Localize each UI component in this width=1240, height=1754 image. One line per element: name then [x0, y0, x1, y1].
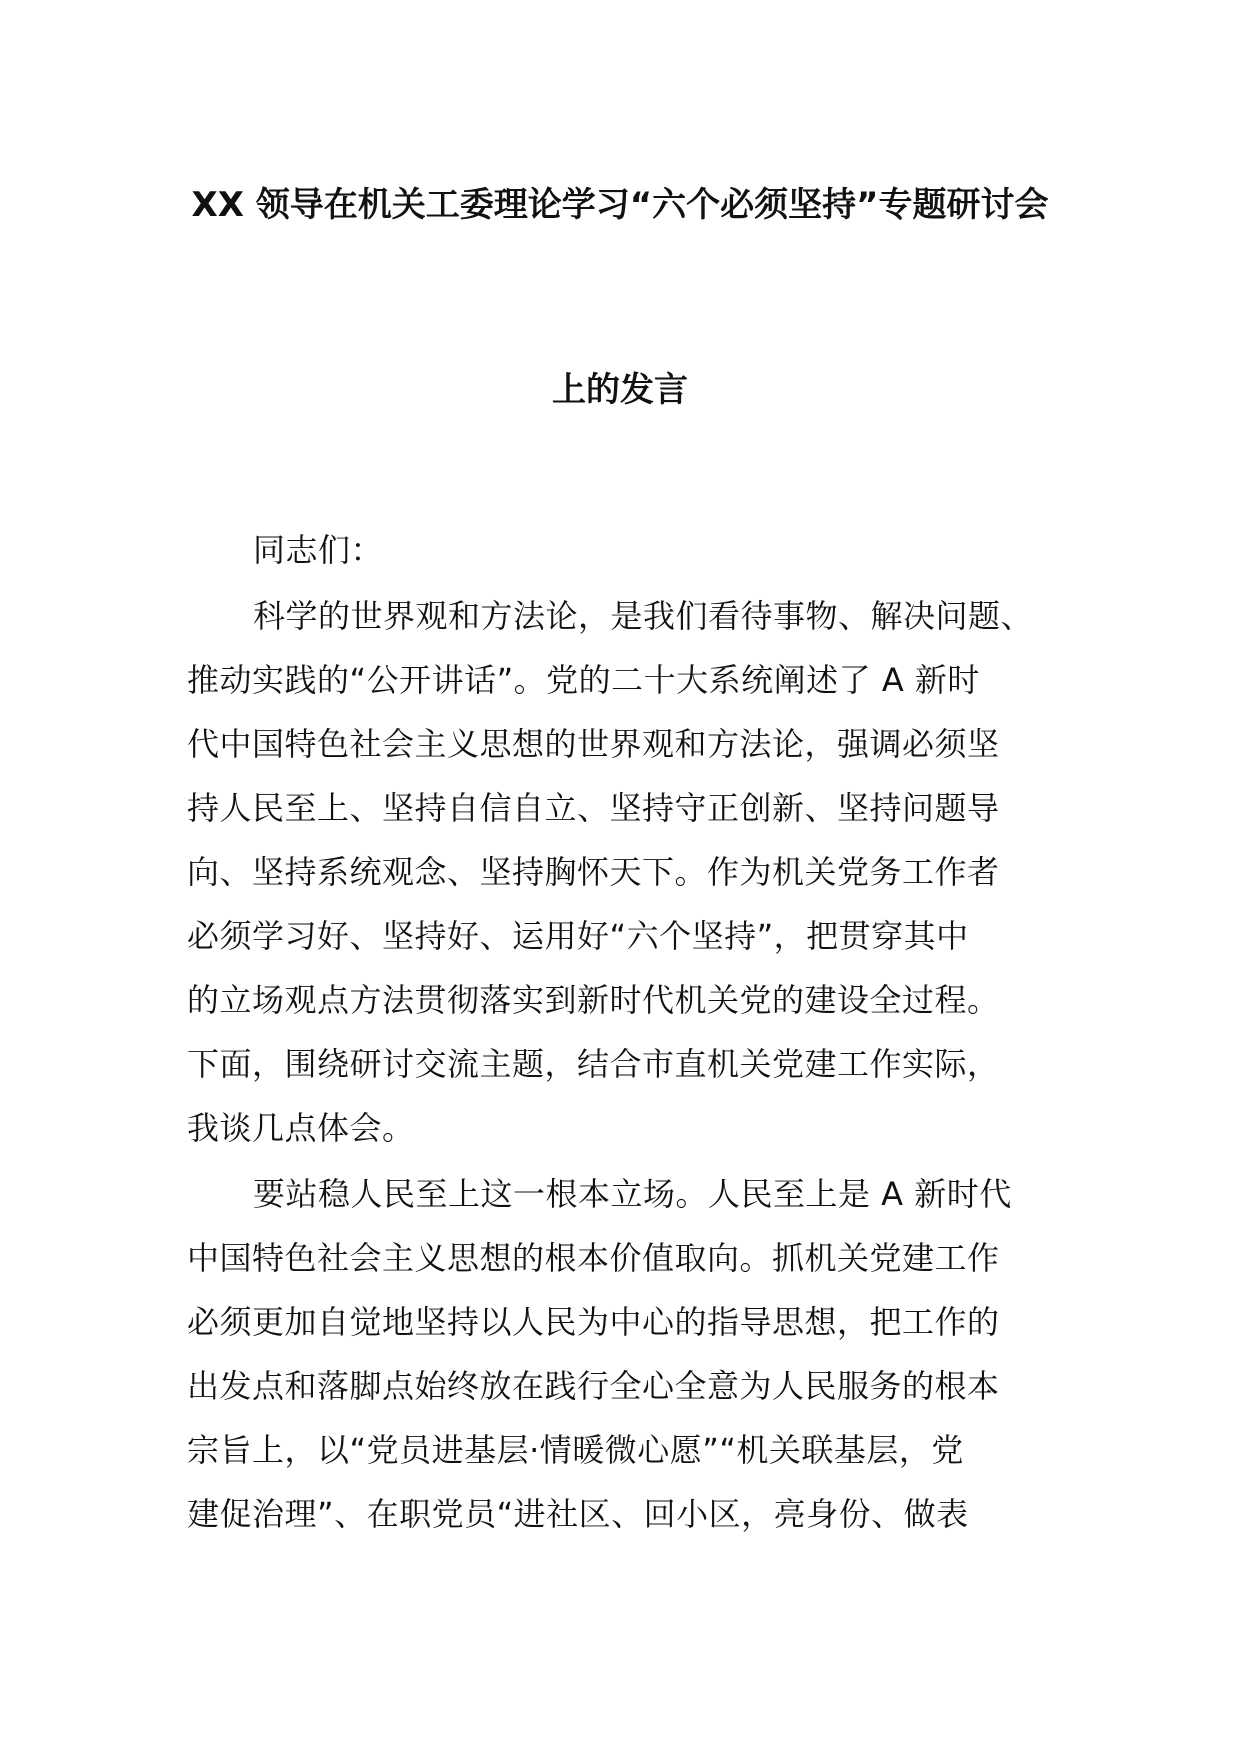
- paragraph-1-line-3: 代中国特色社会主义思想的世界观和方法论，强调必须坚: [187, 725, 1000, 763]
- paragraph-1-line-9: 我谈几点体会。: [187, 1109, 415, 1147]
- document-title-line-2: 上的发言: [552, 370, 688, 410]
- paragraph-1-line-8: 下面，围绕研讨交流主题，结合市直机关党建工作实际，: [187, 1045, 1000, 1083]
- paragraph-2-line-4: 出发点和落脚点始终放在践行全心全意为人民服务的根本: [187, 1367, 1000, 1405]
- salutation: 同志们：: [253, 531, 384, 569]
- paragraph-1-line-7: 的立场观点方法贯彻落实到新时代机关党的建设全过程。: [187, 981, 1000, 1019]
- document-title-line-1: XX 领导在机关工委理论学习“六个必须坚持”专题研讨会: [191, 185, 1049, 225]
- paragraph-2-line-1: 要站稳人民至上这一根本立场。人民至上是 A 新时代: [253, 1175, 1012, 1213]
- paragraph-2-line-3: 必须更加自觉地坚持以人民为中心的指导思想，把工作的: [187, 1303, 1000, 1341]
- paragraph-1-line-5: 向、坚持系统观念、坚持胸怀天下。作为机关党务工作者: [187, 853, 1000, 891]
- paragraph-2-line-5: 宗旨上，以“党员进基层·情暖微心愿”“机关联基层，党: [187, 1431, 964, 1469]
- paragraph-1-line-2: 推动实践的“公开讲话”。党的二十大系统阐述了 A 新时: [187, 661, 980, 699]
- paragraph-1-line-6: 必须学习好、坚持好、运用好“六个坚持”，把贯穿其中: [187, 917, 969, 955]
- paragraph-1-line-1: 科学的世界观和方法论，是我们看待事物、解决问题、: [253, 597, 1034, 635]
- paragraph-2-line-6: 建促治理”、在职党员“进社区、回小区，亮身份、做表: [187, 1495, 969, 1533]
- paragraph-1-line-4: 持人民至上、坚持自信自立、坚持守正创新、坚持问题导: [187, 789, 1000, 827]
- paragraph-2-line-2: 中国特色社会主义思想的根本价值取向。抓机关党建工作: [187, 1239, 1000, 1277]
